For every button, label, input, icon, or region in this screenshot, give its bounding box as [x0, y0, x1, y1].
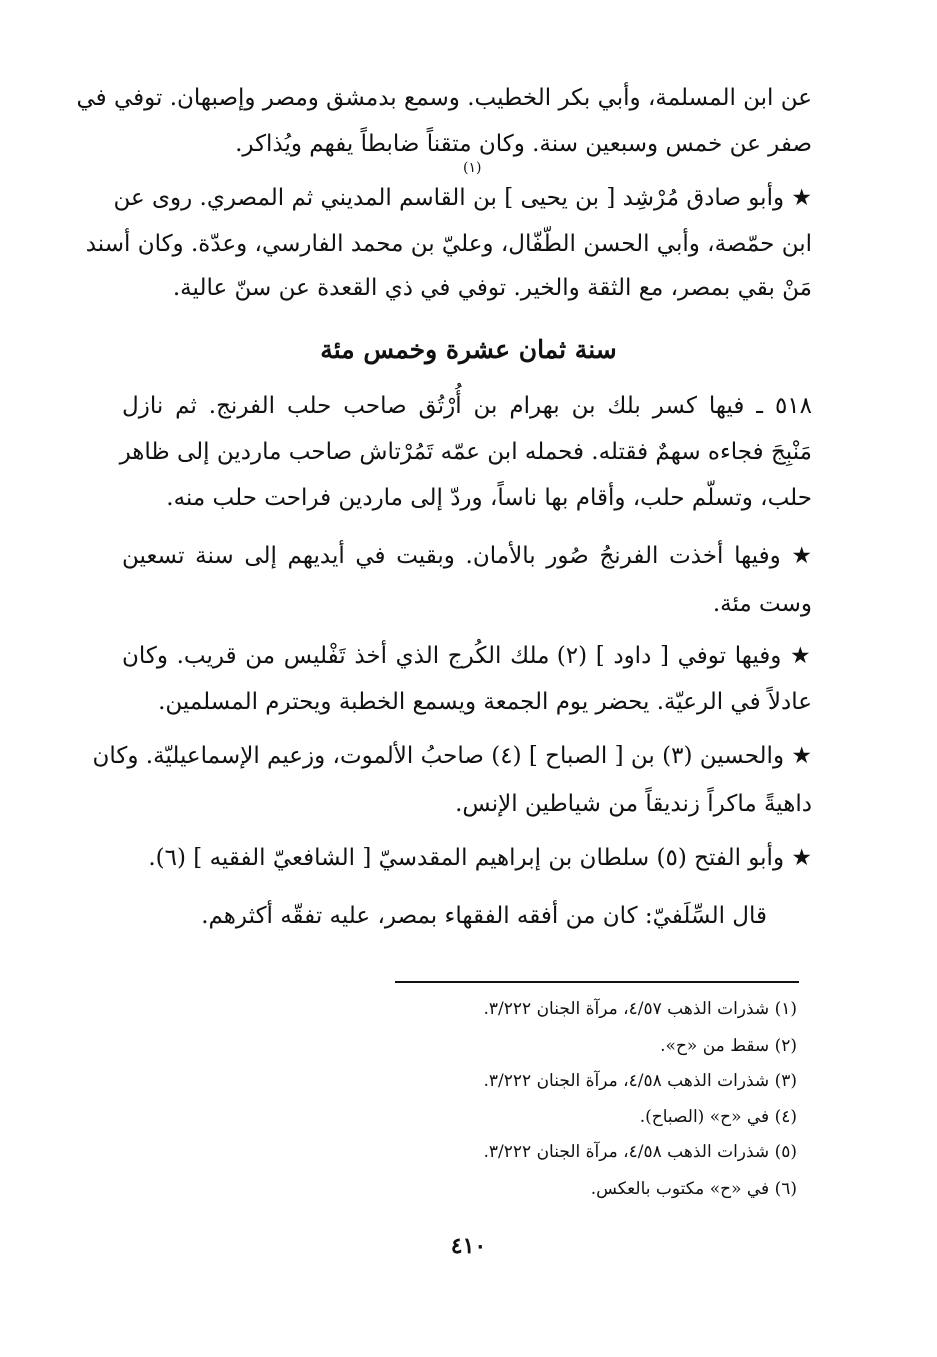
text-line: ★ وفيها توفي [ داود ] (٢) ملك الكُرج الذي أخذ تَفْليس من قريب. وكان — [122, 643, 812, 669]
text-line: قال السِّلَفيّ: كان من أفقه الفقهاء بمصر، عليه تفقّه أكثرهم. — [201, 903, 767, 929]
text-line: عادلاً في الرعيّة. يحضر يوم الجمعة ويسمع الخطبة ويحترم المسلمين. — [158, 689, 812, 715]
text-line: وست مئة. — [712, 591, 812, 617]
text-line: صفر عن خمس وسبعين سنة. وكان متقناً ضابطاً يفهم ويُذاكر. — [235, 131, 812, 157]
text-line: ★ وأبو الفتح (٥) سلطان بن إبراهيم المقدسيّ [ الشافعيّ الفقيه ] (٦). — [148, 845, 812, 871]
text-line: مَنْ بقي بمصر، مع الثقة والخير. توفي في ذي القعدة عن سنّ عالية. — [172, 275, 812, 301]
text-line: ★ وفيها أخذت الفرنجُ صُور بالأمان. وبقيت في أيديهم إلى سنة تسعين — [122, 543, 812, 569]
text-line: مَنْبِجَ فجاءه سهمٌ فقتله. فحمله ابن عمّه تَمُرْتاش صاحب ماردين إلى ظاهر — [119, 439, 812, 465]
text-line: عن ابن المسلمة، وأبي بكر الخطيب. وسمع بدمشق ومصر وإصبهان. توفي في — [76, 85, 812, 111]
text-line: حلب، وتسلّم حلب، وأقام بها ناساً، وردّ إلى ماردين فراحت حلب منه. — [166, 485, 812, 511]
footnote-divider — [395, 981, 799, 983]
footnote: (٦) في «ح» مكتوب بالعكس. — [590, 1179, 797, 1199]
footnote-marker: (١) — [463, 160, 482, 176]
text-line: ابن حمّصة، وأبي الحسن الطّفّال، وعليّ بن محمد الفارسي، وعدّة. وكان أسند — [85, 231, 812, 257]
footnote: (٢) سقط من «ح». — [660, 1036, 797, 1056]
footnote: (٤) في «ح» (الصباح). — [639, 1107, 797, 1127]
text-line: داهيةً ماكراً زنديقاً من شياطين الإنس. — [455, 791, 812, 817]
page-number: ٤١٠ — [450, 1233, 487, 1259]
text-line: ★ وأبو صادق مُرْشِد [ بن يحيى ] بن القاسم المديني ثم المصري. روى عن — [113, 185, 812, 211]
footnote: (٥) شذرات الذهب ٤/٥٨، مرآة الجنان ٣/٢٢٢. — [483, 1142, 797, 1162]
section-heading: سنة ثمان عشرة وخمس مئة — [320, 335, 617, 364]
text-line: ٥١٨ ـ فيها كسر بلك بن بهرام بن أُرْتُق صاحب حلب الفرنج. ثم نازل — [122, 393, 812, 419]
footnote: (٣) شذرات الذهب ٤/٥٨، مرآة الجنان ٣/٢٢٢. — [483, 1071, 797, 1091]
text-line: ★ والحسين (٣) بن [ الصباح ] (٤) صاحبُ الألموت، وزعيم الإسماعيليّة. وكان — [92, 743, 812, 769]
footnote: (١) شذرات الذهب ٤/٥٧، مرآة الجنان ٣/٢٢٢. — [483, 999, 797, 1019]
